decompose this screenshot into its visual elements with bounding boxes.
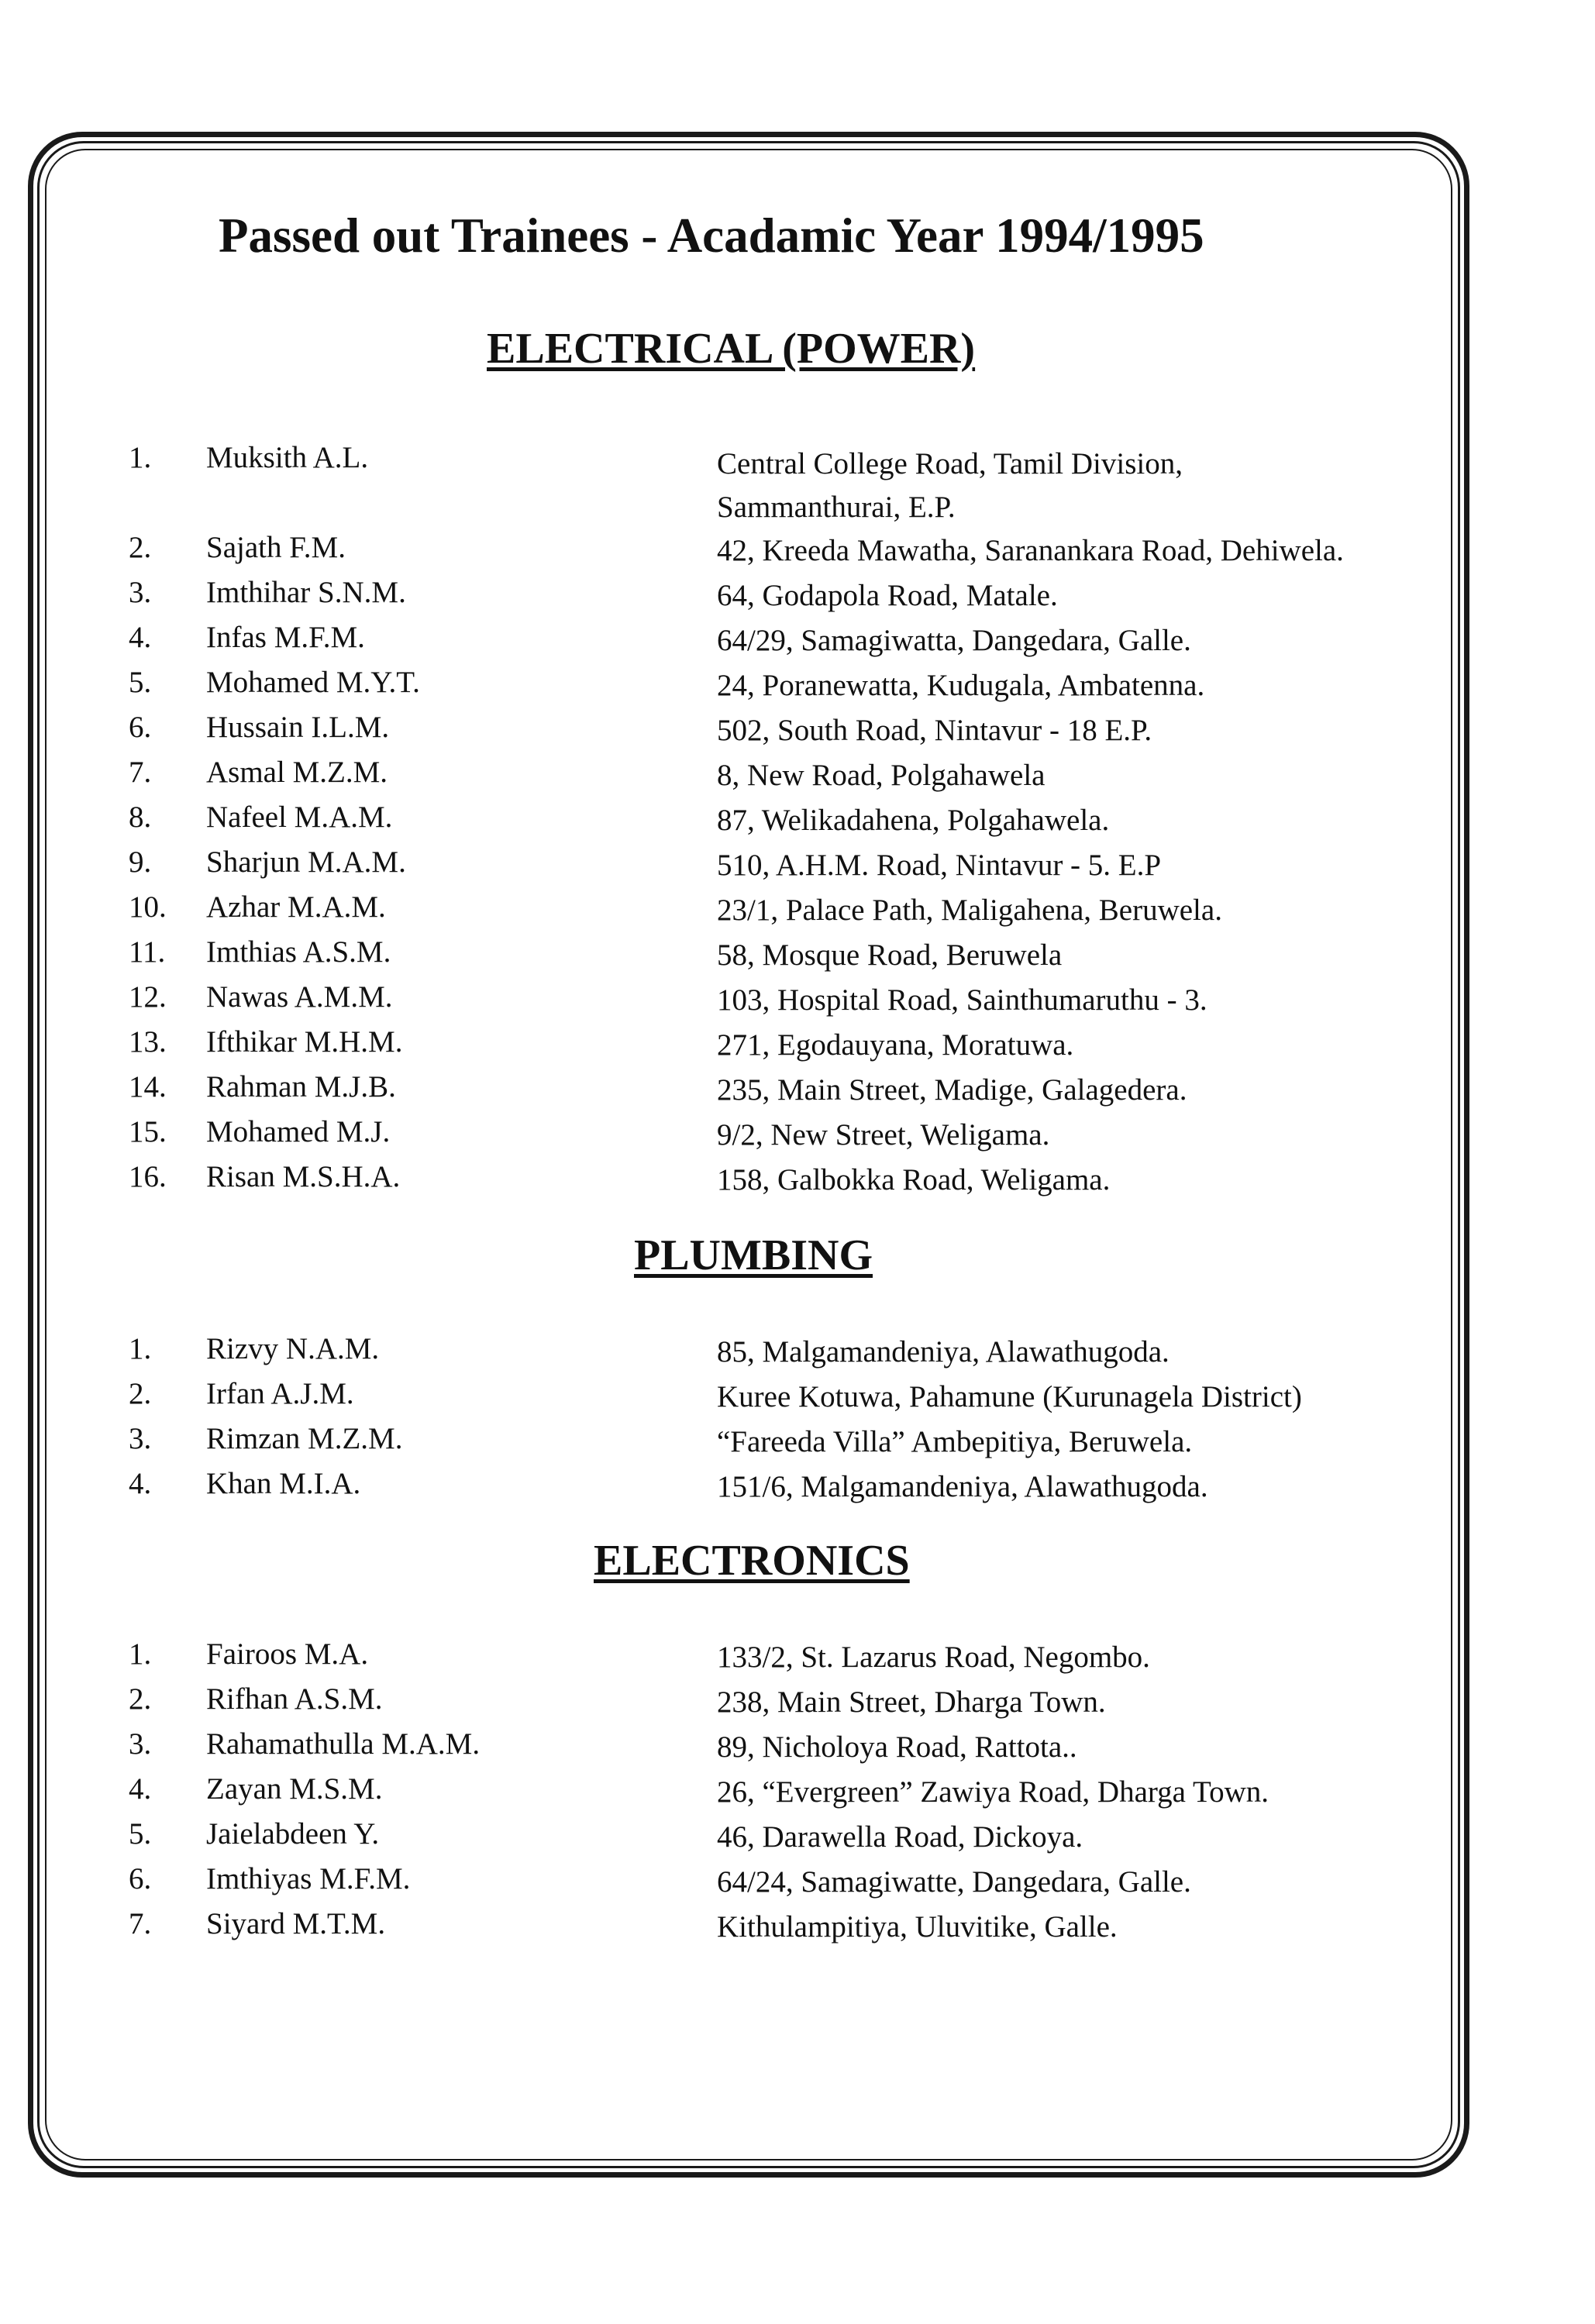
trainee-name: Infas M.F.M.	[206, 621, 365, 654]
list-item	[0, 1024, 1595, 1069]
entry-number: 6.	[129, 1862, 152, 1895]
list-item	[0, 620, 1595, 665]
entry-number: 3.	[129, 1422, 152, 1455]
entry-number: 14.	[129, 1070, 167, 1103]
entry-number: 5.	[129, 1817, 152, 1851]
trainee-name: Irfan A.J.M.	[206, 1377, 354, 1410]
list-item	[0, 980, 1595, 1024]
list-item	[0, 1159, 1595, 1204]
trainee-name: Muksith A.L.	[206, 441, 369, 474]
entry-number: 1.	[129, 1332, 152, 1365]
entry-number: 5.	[129, 666, 152, 699]
list-item	[0, 1376, 1595, 1421]
trainee-address: 151/6, Malgamandeniya, Alawathugoda.	[717, 1470, 1208, 1503]
list-item	[0, 665, 1595, 710]
list-item	[0, 1466, 1595, 1511]
entry-number: 10.	[129, 890, 167, 924]
entry-number: 6.	[129, 711, 152, 744]
trainee-name: Risan M.S.H.A.	[206, 1160, 401, 1193]
trainee-address: 9/2, New Street, Weligama.	[717, 1118, 1050, 1152]
entry-number: 15.	[129, 1115, 167, 1148]
entry-number: 3.	[129, 576, 152, 609]
list-item	[0, 1637, 1595, 1682]
trainee-name: Imthias A.S.M.	[206, 935, 391, 969]
trainee-address: 103, Hospital Road, Sainthumaruthu - 3.	[717, 983, 1207, 1017]
trainee-name: Siyard M.T.M.	[206, 1907, 386, 1940]
trainee-address: 64/29, Samagiwatta, Dangedara, Galle.	[717, 624, 1191, 657]
list-item	[0, 1861, 1595, 1906]
trainee-name: Hussain I.L.M.	[206, 711, 390, 744]
section-heading-electrical-power: ELECTRICAL (POWER)	[487, 325, 976, 373]
trainee-name: Mohamed M.Y.T.	[206, 666, 420, 699]
trainee-name: Rahamathulla M.A.M.	[206, 1727, 481, 1761]
section-heading-electronics: ELECTRONICS	[594, 1537, 910, 1585]
trainee-name: Imthihar S.N.M.	[206, 576, 406, 609]
entry-number: 2.	[129, 1682, 152, 1716]
trainee-name: Rifhan A.S.M.	[206, 1682, 383, 1716]
trainee-name: Rizvy N.A.M.	[206, 1332, 380, 1365]
entry-number: 11.	[129, 935, 166, 969]
entry-number: 7.	[129, 756, 152, 789]
trainee-address: 238, Main Street, Dharga Town.	[717, 1685, 1106, 1719]
trainee-address-line2: Sammanthurai, E.P.	[717, 491, 956, 524]
list-item	[0, 755, 1595, 800]
trainee-address: 64, Godapola Road, Matale.	[717, 579, 1058, 612]
entry-number: 3.	[129, 1727, 152, 1761]
list-item	[0, 1114, 1595, 1159]
list-item	[0, 890, 1595, 935]
section-heading-plumbing: PLUMBING	[634, 1231, 873, 1279]
trainee-address: Central College Road, Tamil Division,	[717, 447, 1183, 480]
trainee-address: 158, Galbokka Road, Weligama.	[717, 1163, 1111, 1196]
trainee-address: 46, Darawella Road, Dickoya.	[717, 1820, 1083, 1854]
entry-number: 13.	[129, 1025, 167, 1059]
trainee-address: Kuree Kotuwa, Pahamune (Kurunagela District)	[717, 1380, 1302, 1413]
entry-number: 16.	[129, 1160, 167, 1193]
trainee-name: Sajath F.M.	[206, 531, 346, 564]
trainee-name: Ifthikar M.H.M.	[206, 1025, 403, 1059]
trainee-name: Rahman M.J.B.	[206, 1070, 396, 1103]
list-item	[0, 1727, 1595, 1771]
trainee-address: 87, Welikadahena, Polgahawela.	[717, 804, 1110, 837]
list-item	[0, 800, 1595, 845]
entry-number: 4.	[129, 1772, 152, 1806]
trainee-address: 271, Egodauyana, Moratuwa.	[717, 1028, 1074, 1062]
entry-number: 9.	[129, 845, 152, 879]
trainee-address: 64/24, Samagiwatte, Dangedara, Galle.	[717, 1865, 1191, 1899]
trainee-address: 24, Poranewatta, Kudugala, Ambatenna.	[717, 669, 1205, 702]
list-item	[0, 1331, 1595, 1376]
trainee-name: Khan M.I.A.	[206, 1467, 361, 1500]
trainee-name: Jaielabdeen Y.	[206, 1817, 380, 1851]
list-item	[0, 710, 1595, 755]
trainee-address: 23/1, Palace Path, Maligahena, Beruwela.	[717, 893, 1222, 927]
list-item	[0, 1771, 1595, 1816]
trainee-address: Kithulampitiya, Uluvitike, Galle.	[717, 1910, 1118, 1944]
list-item	[0, 1816, 1595, 1861]
entry-number: 8.	[129, 800, 152, 834]
entry-number: 4.	[129, 621, 152, 654]
trainee-name: Nafeel M.A.M.	[206, 800, 393, 834]
list-item	[0, 1421, 1595, 1466]
trainee-name: Azhar M.A.M.	[206, 890, 386, 924]
list-item	[0, 530, 1595, 575]
list-item	[0, 1682, 1595, 1727]
trainee-name: Imthiyas M.F.M.	[206, 1862, 411, 1895]
list-item	[0, 935, 1595, 980]
page-title: Passed out Trainees - Acadamic Year 1994/1995	[219, 208, 1204, 263]
trainee-name: Mohamed M.J.	[206, 1115, 391, 1148]
trainee-name: Zayan M.S.M.	[206, 1772, 383, 1806]
list-item	[0, 575, 1595, 620]
list-item	[0, 845, 1595, 890]
list-item	[0, 440, 1595, 485]
trainee-address: 42, Kreeda Mawatha, Saranankara Road, Dehiwela.	[717, 534, 1344, 567]
trainee-address: 85, Malgamandeniya, Alawathugoda.	[717, 1335, 1170, 1369]
entry-number: 2.	[129, 531, 152, 564]
trainee-address: 58, Mosque Road, Beruwela	[717, 938, 1063, 972]
trainee-address: 133/2, St. Lazarus Road, Negombo.	[717, 1641, 1150, 1674]
trainee-address: 8, New Road, Polgahawela	[717, 759, 1046, 792]
entry-number: 12.	[129, 980, 167, 1014]
trainee-name: Asmal M.Z.M.	[206, 756, 388, 789]
entry-number: 7.	[129, 1907, 152, 1940]
trainee-address: 89, Nicholoya Road, Rattota..	[717, 1730, 1077, 1764]
trainee-address: 502, South Road, Nintavur - 18 E.P.	[717, 714, 1152, 747]
trainee-name: Fairoos M.A.	[206, 1637, 369, 1671]
trainee-address: 26, “Evergreen” Zawiya Road, Dharga Town.	[717, 1775, 1269, 1809]
entry-number: 4.	[129, 1467, 152, 1500]
list-item	[0, 1906, 1595, 1951]
entry-number: 2.	[129, 1377, 152, 1410]
trainee-name: Rimzan M.Z.M.	[206, 1422, 403, 1455]
entry-number: 1.	[129, 441, 152, 474]
list-item	[0, 1069, 1595, 1114]
trainee-name: Sharjun M.A.M.	[206, 845, 406, 879]
trainee-address: 235, Main Street, Madige, Galagedera.	[717, 1073, 1187, 1107]
entry-number: 1.	[129, 1637, 152, 1671]
trainee-address: 510, A.H.M. Road, Nintavur - 5. E.P	[717, 849, 1162, 882]
trainee-address: “Fareeda Villa” Ambepitiya, Beruwela.	[717, 1425, 1193, 1458]
trainee-name: Nawas A.M.M.	[206, 980, 393, 1014]
